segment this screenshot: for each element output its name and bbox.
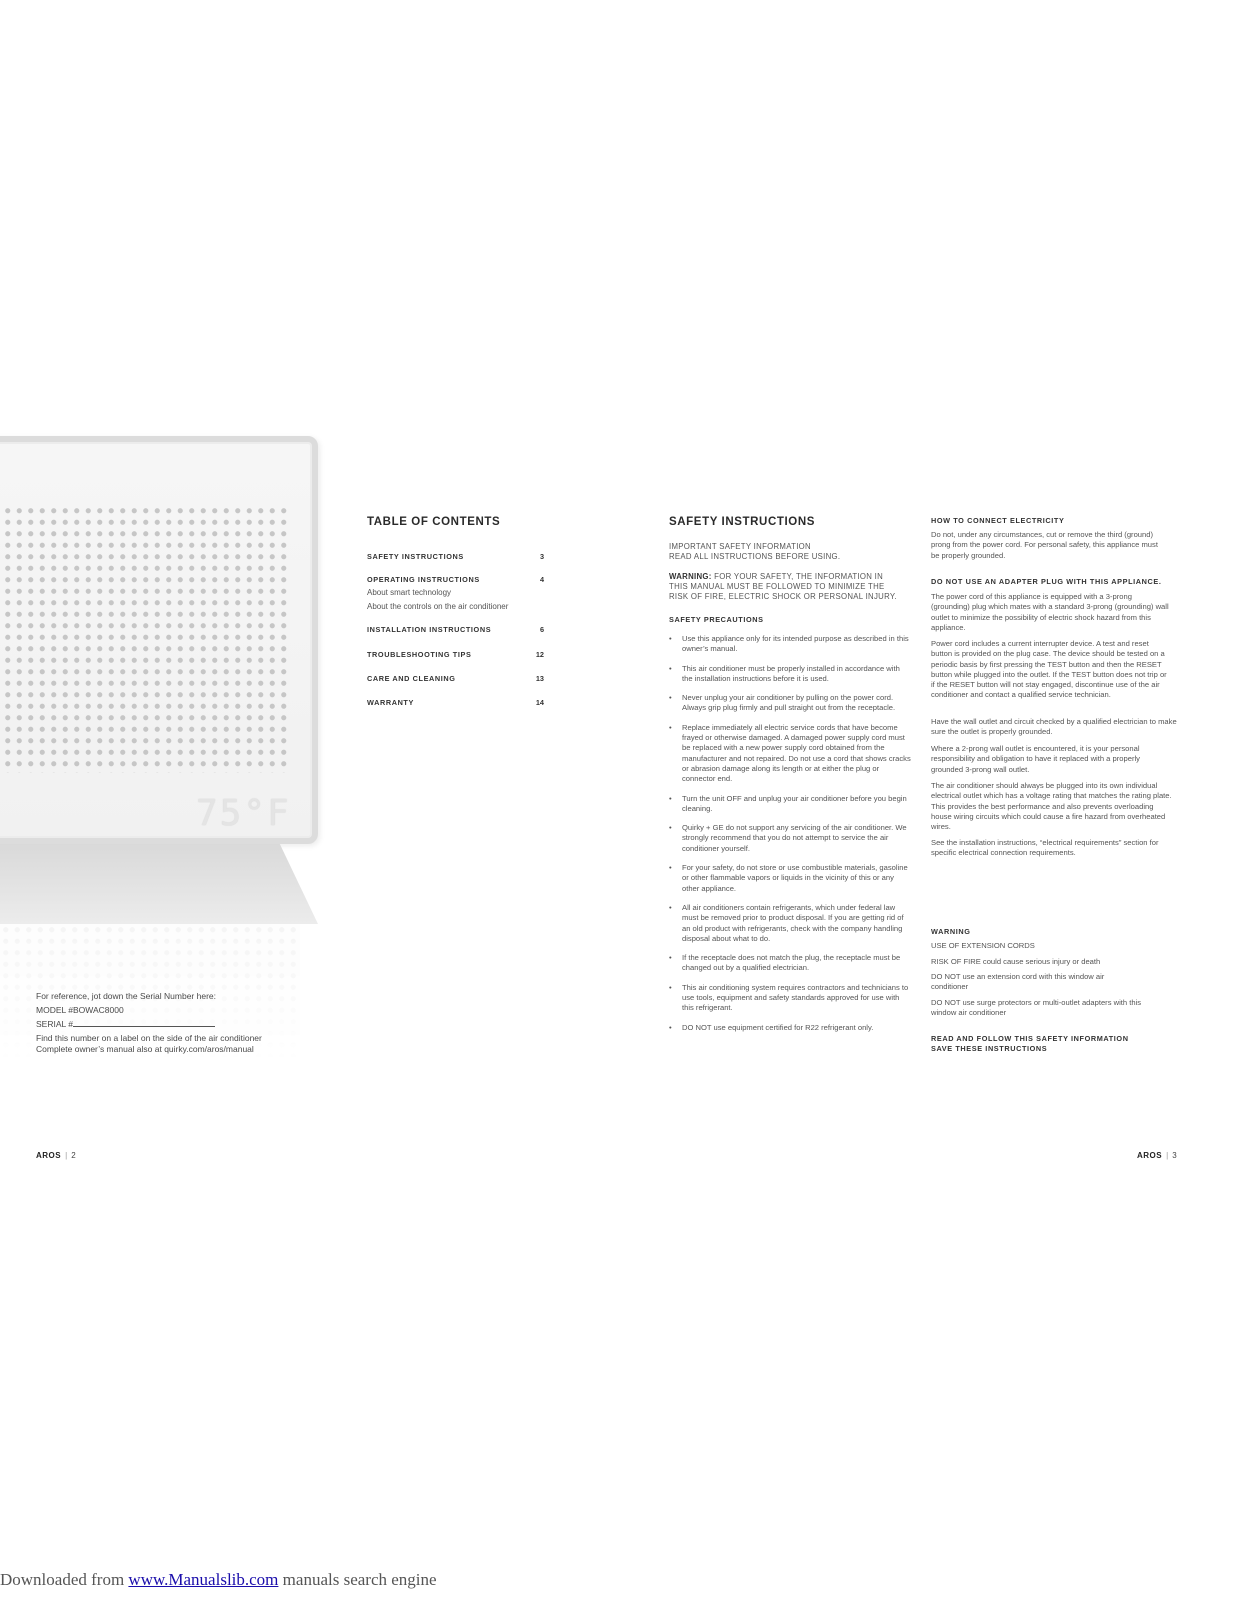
- electricity-paragraph-outlet-check: Have the wall outlet and circuit checked by a qualified electrician to make sure the outlet is properly grounded.: [931, 717, 1177, 737]
- toc-list: [367, 552, 544, 707]
- toc-entry-installation[interactable]: INSTALLATION INSTRUCTIONS 6: [367, 625, 544, 634]
- serial-box: [36, 989, 262, 1056]
- adapter-warning-title: DO NOT USE AN ADAPTER PLUG WITH THIS APPLIANCE.: [931, 577, 1162, 586]
- electricity-paragraph-individual-outlet: The air conditioner should always be plugged into its own individual electrical outlet which has a voltage rating that matches the rating plate. This provides the best performance and also prevents overloading house wiring circuits which could cause a fire hazard from overheated wires.: [931, 781, 1172, 832]
- electricity-paragraph-plug: The power cord of this appliance is equipped with a 3-prong (grounding) plug which mates with a standard 3-prong (grounding) wall outlet to minimize the possibility of electric shock hazard from this appliance.: [931, 592, 1169, 632]
- toc-entry-troubleshooting[interactable]: TROUBLESHOOTING TIPS 12: [367, 650, 544, 659]
- model-number: MODEL #BOWAC8000: [36, 1005, 124, 1015]
- serial-intro: For reference, jot down the Serial Number here:: [36, 991, 217, 1001]
- list-item: • Use this appliance only for its intended purpose as described in this owner’s manual.: [669, 634, 909, 654]
- brand-name: AROS: [1137, 1151, 1163, 1160]
- temperature-display: 75°F: [196, 793, 291, 834]
- serial-field: [36, 1017, 262, 1031]
- device-base: [0, 844, 318, 924]
- warning-notice: WARNING: FOR YOUR SAFETY, THE INFORMATION IN THIS MANUAL MUST BE FOLLOWED TO MINIMIZE THE RISK OF FIRE, ELECTRIC SHOCK OR PERSONAL INJURY.: [669, 572, 897, 601]
- warning-risk-of-fire: RISK OF FIRE could cause serious injury or death: [931, 957, 1101, 966]
- list-item: • All air conditioners contain refrigerants, which under federal law must be removed prior to product disposal. If you are getting rid of an old product with refrigerants, check with the company handling disposal about what to do.: [669, 902, 904, 943]
- electricity-paragraph-2prong: Where a 2-prong wall outlet is encountered, it is your personal responsibility and obligation to have it replaced with a properly grounded 3-prong wall outlet.: [931, 744, 1140, 774]
- warning-no-surge-protectors: DO NOT use surge protectors or multi-outlet adapters with this window air conditioner: [931, 998, 1142, 1018]
- list-item: • This air conditioner must be properly installed in accordance with the installation instructions before it is used.: [669, 663, 900, 683]
- important-info: IMPORTANT SAFETY INFORMATION READ ALL INSTRUCTIONS BEFORE USING.: [669, 542, 841, 561]
- page-number: 3: [1172, 1151, 1177, 1160]
- grille-pattern: [0, 503, 288, 773]
- toc-sub-controls[interactable]: About the controls on the air conditioner: [367, 602, 509, 611]
- toc-entry-warranty[interactable]: WARRANTY 14: [367, 698, 544, 707]
- list-item: • Quirky + GE do not support any servicing of the air conditioner. We strongly recommend that you do not attempt to service the air conditioner yourself.: [669, 823, 907, 853]
- list-item: • Turn the unit OFF and unplug your air conditioner before you begin cleaning.: [669, 793, 907, 813]
- electricity-paragraph-ground: Do not, under any circumstances, cut or remove the third (ground) prong from the power cord. For personal safety, this appliance must be properly grounded.: [931, 530, 1158, 560]
- warning-no-extension: DO NOT use an extension cord with this window air conditioner: [931, 972, 1105, 992]
- manualslib-link[interactable]: www.Manualslib.com: [128, 1570, 279, 1589]
- page-number: 2: [71, 1151, 76, 1160]
- electricity-paragraph-see-install: See the installation instructions, “electrical requirements” section for specific electrical connection requirements.: [931, 838, 1159, 858]
- toc-sub-smart-tech[interactable]: About smart technology: [367, 588, 452, 597]
- warning-title: WARNING: [931, 927, 971, 936]
- electricity-title: HOW TO CONNECT ELECTRICITY: [931, 516, 1065, 525]
- safety-title: SAFETY INSTRUCTIONS: [669, 516, 816, 528]
- footer-right: AROS | 3: [1137, 1151, 1177, 1160]
- list-item: • For your safety, do not store or use combustible materials, gasoline or other flammable vapors or liquids in the vicinity of this or any other appliance.: [669, 863, 908, 893]
- toc-entry-care[interactable]: CARE AND CLEANING 13: [367, 674, 544, 683]
- electricity-paragraph-interrupter: Power cord includes a current interrupter device. A test and reset button is provided on the plug case. The device should be tested on a periodic basis by first pressing the TEST button and then the RESET button while plugged into the outlet. If the TEST button does not trip or if the RESET button will not stay engaged, discontinue use of the air conditioner and contact a qualified service technician.: [931, 639, 1167, 700]
- serial-label: SERIAL #: [36, 1019, 74, 1029]
- list-item: • Never unplug your air conditioner by pulling on the power cord. Always grip plug firmly and pull straight out from the receptacle.: [669, 693, 896, 713]
- list-item: • Replace immediately all electric service cords that have become frayed or otherwise damaged. A damaged power supply cord must be replaced with a new power supply cord obtained from the manufacturer and not repaired. Do not use a cord that shows cracks or abrasion damage along its length or at either the plug or connector end.: [669, 722, 911, 784]
- toc-title: TABLE OF CONTENTS: [367, 516, 501, 528]
- precautions-title: SAFETY PRECAUTIONS: [669, 615, 764, 624]
- toc-entry-operating[interactable]: OPERATING INSTRUCTIONS 4: [367, 575, 544, 584]
- warning-extension-cords: USE OF EXTENSION CORDS: [931, 941, 1035, 950]
- download-watermark: Downloaded from www.Manualslib.com manuals search engine: [0, 1570, 437, 1589]
- list-item: • DO NOT use equipment certified for R22 refrigerant only.: [669, 1022, 874, 1032]
- manual-url-note: Complete owner’s manual also at quirky.com/aros/manual: [36, 1044, 254, 1054]
- list-item: • This air conditioning system requires contractors and technicians to use tools, equipment and safety standards approved for use with this refrigerant.: [669, 982, 909, 1013]
- precautions-list: [669, 634, 912, 1042]
- toc-entry-safety[interactable]: SAFETY INSTRUCTIONS 3: [367, 552, 544, 561]
- serial-location-note: Find this number on a label on the side of the air conditioner: [36, 1033, 262, 1043]
- brand-name: AROS: [36, 1151, 62, 1160]
- list-item: • If the receptacle does not match the plug, the receptacle must be changed out by a qualified electrician.: [669, 953, 901, 973]
- footer-left: AROS | 2: [36, 1151, 76, 1160]
- warning-label: WARNING:: [669, 572, 712, 581]
- read-and-follow-notice: READ AND FOLLOW THIS SAFETY INFORMATION SAVE THESE INSTRUCTIONS: [931, 1034, 1129, 1053]
- serial-blank-line: [73, 1018, 215, 1027]
